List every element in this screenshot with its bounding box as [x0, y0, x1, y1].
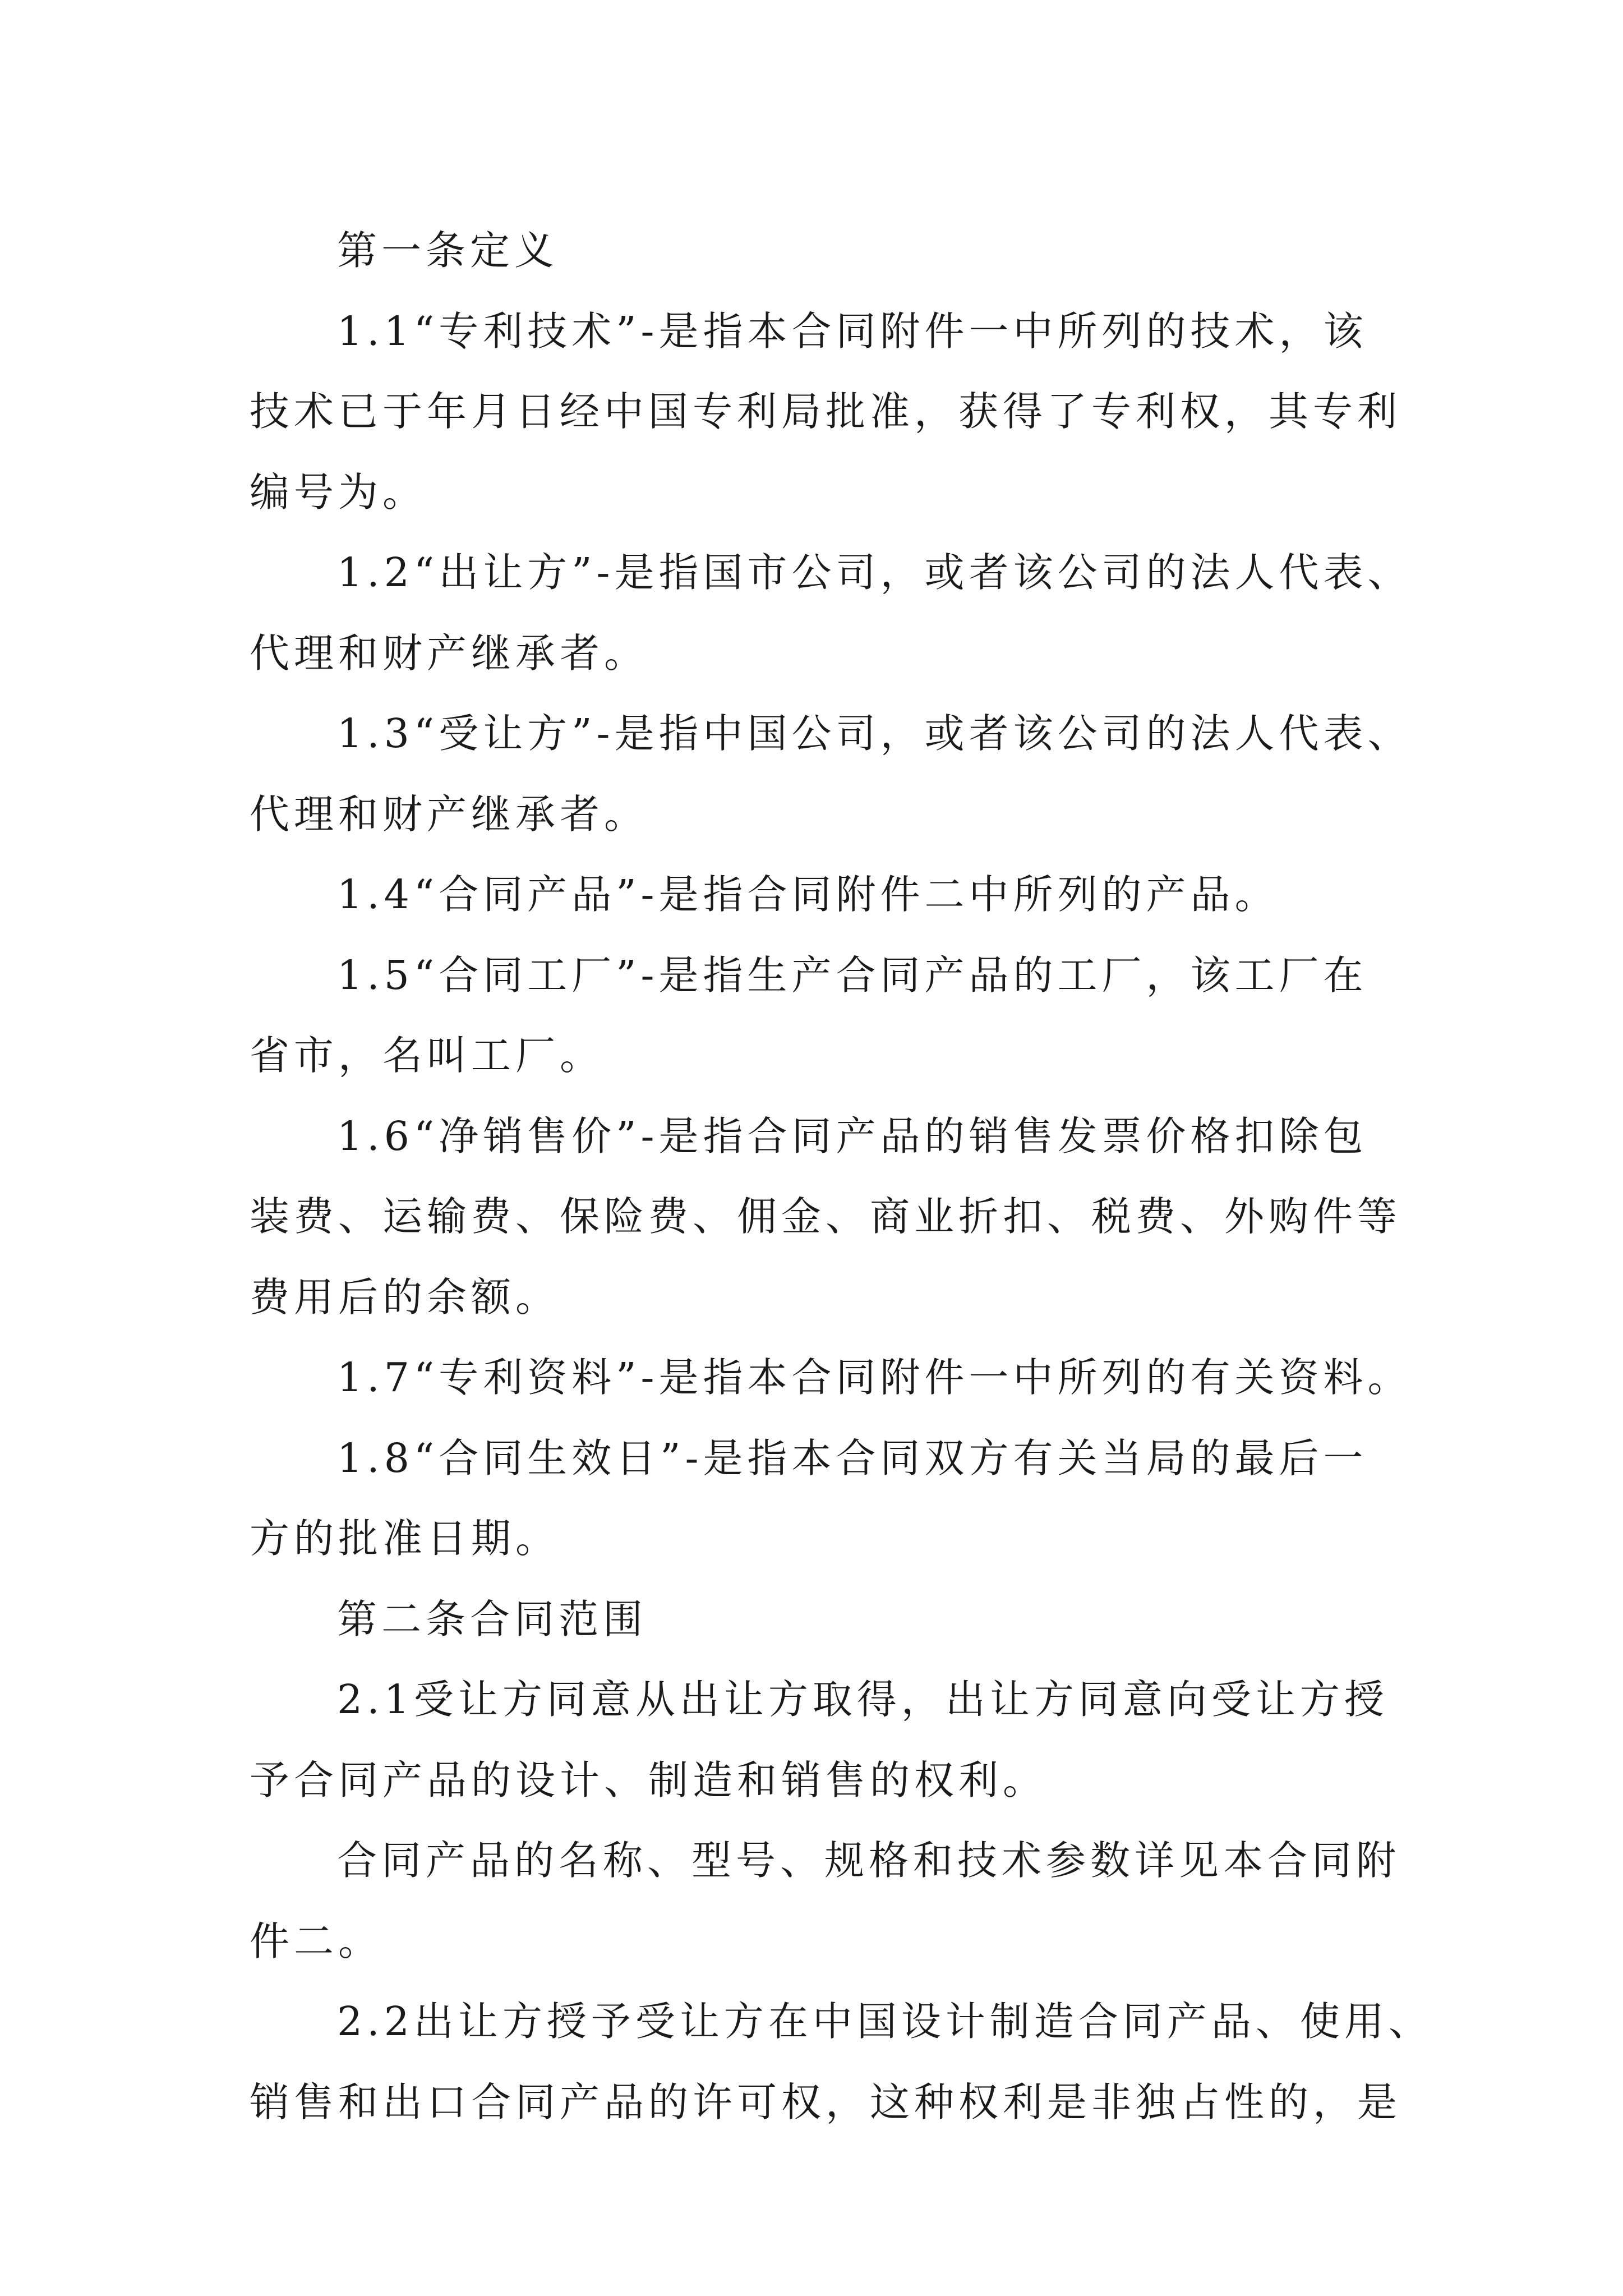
paragraph-line: 2.2出让方授予受让方在中国设计制造合同产品、使用、 [337, 1998, 1433, 2045]
paragraph-line: 1.6“净销售价”-是指合同产品的销售发票价格扣除包 [337, 1112, 1368, 1159]
paragraph-line: 予合同产品的设计、制造和销售的权利。 [250, 1756, 1048, 1803]
heading-article-2: 第二条合同范围 [337, 1595, 648, 1642]
paragraph-line: 1.2“出让方”-是指国市公司，或者该公司的法人代表、 [337, 549, 1412, 596]
paragraph-line: 编号为。 [250, 468, 427, 516]
paragraph-line: 2.1受让方同意从出让方取得，出让方同意向受让方授 [337, 1676, 1389, 1723]
heading-article-1: 第一条定义 [337, 227, 559, 274]
paragraph-line: 费用后的余额。 [250, 1273, 560, 1320]
paragraph-line: 1.1“专利技术”-是指本合同附件一中所列的技术，该 [337, 307, 1368, 355]
paragraph-line: 方的批准日期。 [250, 1515, 560, 1562]
paragraph-line: 代理和财产继承者。 [250, 790, 649, 838]
paragraph-line: 1.3“受让方”-是指中国公司，或者该公司的法人代表、 [337, 710, 1412, 757]
paragraph-line: 代理和财产继承者。 [250, 629, 649, 677]
paragraph-line: 1.8“合同生效日”-是指本合同双方有关当局的最后一 [337, 1434, 1368, 1481]
paragraph-line: 1.7“专利资料”-是指本合同附件一中所列的有关资料。 [337, 1354, 1412, 1401]
document-page [250, 210, 1433, 2142]
paragraph-line: 装费、运输费、保险费、佣金、商业折扣、税费、外购件等 [250, 1193, 1402, 1240]
paragraph-line: 1.4“合同产品”-是指合同附件二中所列的产品。 [337, 871, 1279, 918]
paragraph-line: 销售和出口合同产品的许可权，这种权利是非独占性的，是 [250, 2078, 1402, 2125]
paragraph-line: 件二。 [250, 1917, 383, 1964]
paragraph-line: 合同产品的名称、型号、规格和技术参数详见本合同附 [337, 1837, 1401, 1884]
paragraph-line: 省市，名叫工厂。 [250, 1032, 605, 1079]
paragraph-line: 技术已于年月日经中国专利局批准，获得了专利权，其专利 [250, 388, 1402, 435]
paragraph-line: 1.5“合同工厂”-是指生产合同产品的工厂，该工厂在 [337, 951, 1368, 999]
